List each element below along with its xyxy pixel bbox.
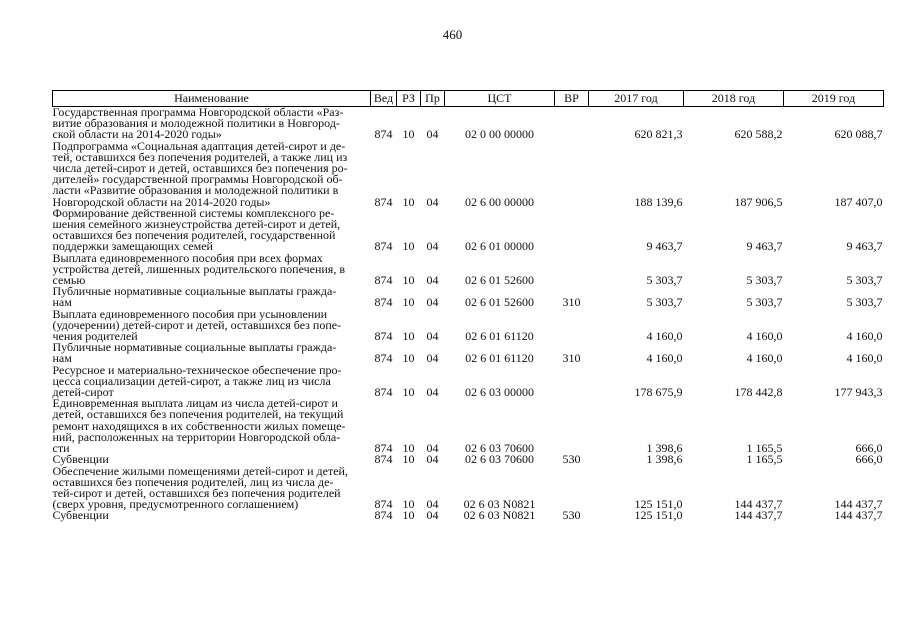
row-2018: 620 588,2 xyxy=(734,127,783,142)
header-name: Наименование xyxy=(53,91,371,107)
row-pr: 04 xyxy=(426,385,439,400)
row-rz: 10 xyxy=(402,239,415,254)
row-2018: 4 160,0 xyxy=(746,351,783,366)
row-pr: 04 xyxy=(426,452,439,467)
row-cst: 02 6 01 61120 xyxy=(465,329,534,344)
row-2019: 666,0 xyxy=(855,441,883,456)
row-2017: 188 139,6 xyxy=(634,194,683,209)
row-2018: 178 442,8 xyxy=(734,385,783,400)
row-vr: 530 xyxy=(562,452,581,467)
row-cst: 02 6 03 N0821 xyxy=(463,497,536,512)
row-name: Выплата единовременного пособия при усыновлении (удочерении) детей-сирот и детей, оставшихся без попе- чения родителей xyxy=(52,306,342,344)
row-2017: 1 398,6 xyxy=(646,452,683,467)
row-rz: 10 xyxy=(402,351,415,366)
row-2019: 187 407,0 xyxy=(834,194,883,209)
row-vr xyxy=(555,398,589,454)
row-cst: 02 6 03 70600 xyxy=(465,452,534,467)
row-pr: 04 xyxy=(426,351,439,366)
header-rz: РЗ xyxy=(397,91,421,107)
row-2019: 4 160,0 xyxy=(846,329,883,344)
row-rz: 10 xyxy=(402,452,415,467)
row-name: Обеспечение жилыми помещениями детей-сирот и детей, оставшихся без попечения родителей, лиц из числа де- тей-сирот и детей, оставшихся без попечения родителей (сверх уровня, предусмотренного соглашением) xyxy=(52,463,348,512)
row-cst: 02 6 01 61120 xyxy=(465,351,534,366)
row-ved: 874 xyxy=(374,441,393,456)
row-name: Субвенции xyxy=(52,508,109,523)
row-ved: 874 xyxy=(374,127,393,142)
row-vr xyxy=(555,365,589,399)
row-name: Публичные нормативные социальные выплаты гражда- нам xyxy=(52,284,337,310)
row-rz: 10 xyxy=(402,385,415,400)
row-2019: 5 303,7 xyxy=(846,273,883,288)
row-2018: 1 165,5 xyxy=(746,452,783,467)
row-pr: 04 xyxy=(426,127,439,142)
table-row xyxy=(53,365,884,399)
row-name: Государственная программа Новгородской области «Раз- витие образования и молодежной политики в Новгород- ской области на 2014-2020 годы» xyxy=(52,105,344,142)
row-cst: 02 6 01 52600 xyxy=(465,273,534,288)
row-name: Субвенции xyxy=(52,452,109,467)
row-rz: 10 xyxy=(402,273,415,288)
row-2017: 4 160,0 xyxy=(646,351,683,366)
header-2017: 2017 год xyxy=(589,91,684,107)
row-vr xyxy=(555,466,589,511)
row-pr: 04 xyxy=(426,295,439,310)
row-pr: 04 xyxy=(426,194,439,209)
table-row xyxy=(53,398,884,454)
row-cst: 02 6 01 52600 xyxy=(465,295,534,310)
table-row xyxy=(53,286,884,308)
row-ved: 874 xyxy=(374,508,393,523)
row-2018: 5 303,7 xyxy=(746,273,783,288)
table-row xyxy=(53,466,884,511)
row-2017: 5 303,7 xyxy=(646,273,683,288)
row-cst: 02 6 01 00000 xyxy=(465,239,534,254)
row-vr: 310 xyxy=(562,295,581,310)
table-row xyxy=(53,208,884,253)
row-2018: 144 437,7 xyxy=(734,508,783,523)
budget-table xyxy=(52,90,884,522)
row-2019: 177 943,3 xyxy=(834,385,883,400)
header-ved: Вед xyxy=(371,91,397,107)
row-ved: 874 xyxy=(374,329,393,344)
row-rz: 10 xyxy=(402,295,415,310)
row-2018: 1 165,5 xyxy=(746,441,783,456)
row-2018: 5 303,7 xyxy=(746,295,783,310)
table-row xyxy=(53,253,884,287)
table-row xyxy=(53,141,884,208)
row-2017: 5 303,7 xyxy=(646,295,683,310)
table-row xyxy=(53,510,884,521)
table-row xyxy=(53,309,884,343)
row-cst: 02 0 00 00000 xyxy=(465,127,534,142)
row-pr: 04 xyxy=(426,329,439,344)
row-2018: 4 160,0 xyxy=(746,329,783,344)
row-rz: 10 xyxy=(402,441,415,456)
row-cst: 02 6 03 N0821 xyxy=(463,508,536,523)
row-ved: 874 xyxy=(374,295,393,310)
row-2019: 620 088,7 xyxy=(834,127,883,142)
header-2018: 2018 год xyxy=(684,91,784,107)
row-pr: 04 xyxy=(426,441,439,456)
row-vr xyxy=(555,208,589,253)
row-rz: 10 xyxy=(402,497,415,512)
row-2019: 144 437,7 xyxy=(834,497,883,512)
row-ved: 874 xyxy=(374,497,393,512)
row-name: Подпрограмма «Социальная адаптация детей-сирот и де- тей, оставшихся без попечения родителей, а также лиц из числа детей-сирот и детей, оставшихся без попечения ро- дителей» государственной программы Новгородской об- ласти «Развитие образования и молодежной политики в Новгородской области на 2014-2020 годы» xyxy=(52,138,348,209)
row-rz: 10 xyxy=(402,329,415,344)
header-cst: ЦСТ xyxy=(445,91,555,107)
row-2017: 125 151,0 xyxy=(634,508,683,523)
row-cst: 02 6 03 70600 xyxy=(465,441,534,456)
row-pr: 04 xyxy=(426,273,439,288)
row-2017: 1 398,6 xyxy=(646,441,683,456)
row-2017: 620 821,3 xyxy=(634,127,683,142)
row-vr xyxy=(555,309,589,343)
row-rz: 10 xyxy=(402,508,415,523)
row-name: Единовременная выплата лицам из числа детей-сирот и детей, оставшихся без попечения родителей, на текущий ремонт находящихся в их собственности жилых помеще- ний, расположенных на территории Новгородской обла- сти xyxy=(52,396,346,456)
row-ved: 874 xyxy=(374,194,393,209)
row-ved: 874 xyxy=(374,273,393,288)
row-2017: 4 160,0 xyxy=(646,329,683,344)
header-vr: ВР xyxy=(555,91,589,107)
row-name: Выплата единовременного пособия при всех формах устройства детей, лишенных родительского попечения, в семью xyxy=(52,250,345,288)
row-2019: 666,0 xyxy=(855,452,883,467)
row-cst: 02 6 00 00000 xyxy=(465,194,534,209)
row-2019: 5 303,7 xyxy=(846,295,883,310)
row-name: Формирование действенной системы комплексного ре- шения семейного жизнеустройства детей-сирот и детей, оставшихся без попечения родителей, государственной поддержки замещающих семей xyxy=(52,205,341,254)
row-cst: 02 6 03 00000 xyxy=(465,385,534,400)
table-row xyxy=(53,342,884,364)
row-2018: 187 906,5 xyxy=(734,194,783,209)
row-pr: 04 xyxy=(426,497,439,512)
row-2019: 144 437,7 xyxy=(834,508,883,523)
row-2019: 4 160,0 xyxy=(846,351,883,366)
row-2018: 9 463,7 xyxy=(746,239,783,254)
row-rz: 10 xyxy=(402,127,415,142)
row-ved: 874 xyxy=(374,351,393,366)
row-rz: 10 xyxy=(402,194,415,209)
header-pr: Пр xyxy=(421,91,445,107)
row-2017: 9 463,7 xyxy=(646,239,683,254)
row-pr: 04 xyxy=(426,239,439,254)
row-pr: 04 xyxy=(426,508,439,523)
row-name: Публичные нормативные социальные выплаты гражда- нам xyxy=(52,340,337,366)
table-row xyxy=(53,107,884,141)
row-vr: 310 xyxy=(562,351,581,366)
row-name: Ресурсное и материально-техническое обеспечение про- цесса социализации детей-сирот, а также лиц из числа детей-сирот xyxy=(52,362,342,400)
page-number: 460 xyxy=(442,27,463,42)
row-2017: 178 675,9 xyxy=(634,385,683,400)
header-2019: 2019 год xyxy=(784,91,884,107)
row-ved: 874 xyxy=(374,385,393,400)
row-2019: 9 463,7 xyxy=(846,239,883,254)
row-vr xyxy=(555,141,589,208)
row-2018: 144 437,7 xyxy=(734,497,783,512)
row-ved: 874 xyxy=(374,239,393,254)
row-vr xyxy=(555,107,589,141)
row-ved: 874 xyxy=(374,452,393,467)
row-vr xyxy=(555,253,589,287)
row-2017: 125 151,0 xyxy=(634,497,683,512)
row-vr: 530 xyxy=(562,508,581,523)
